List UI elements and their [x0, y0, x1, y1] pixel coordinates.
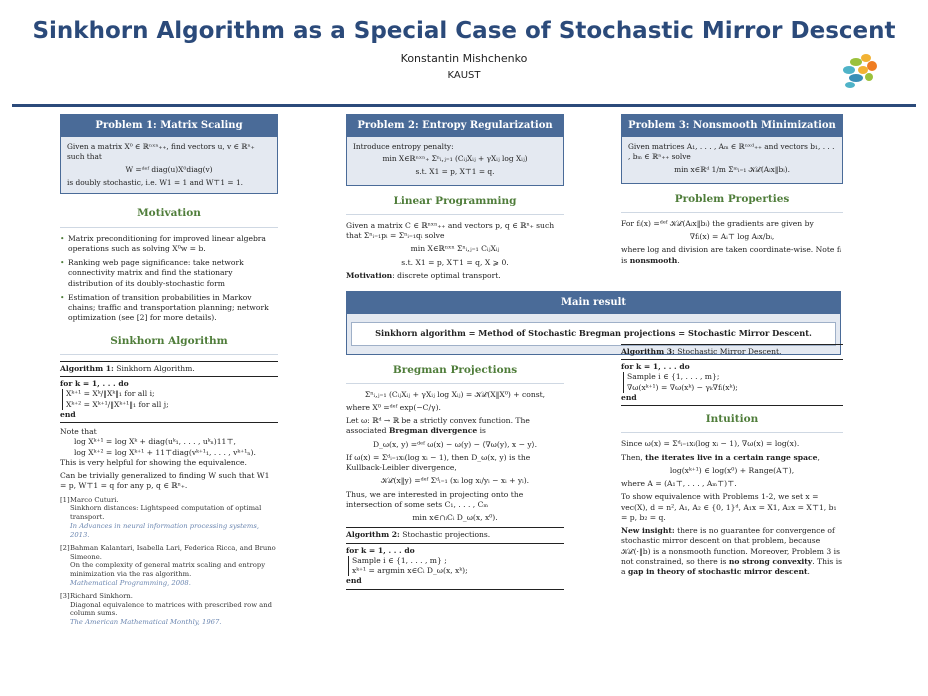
bregman-title: Bregman Projections	[392, 363, 518, 376]
main-result-title: Main result	[347, 292, 840, 314]
bregman-let-pre: Let ω: ℝᵈ → ℝ be a strictly convex function. The associated	[346, 416, 530, 436]
reference-item: [2] Bahman Kalantari, Isabella Lari, Federica Ricca, and Bruno Simeone. On the complexity of general matrix scaling and entropy minimization via the ras algorithm. Mathematical Programming, 2008.	[60, 543, 276, 587]
problem3-box	[621, 114, 843, 184]
problem3-title: Problem 3: Nonsmooth Minimization	[622, 115, 842, 137]
lp-motivation-label: Motivation	[346, 270, 393, 280]
list-item: • Matrix preconditioning for improved linear algebra operations such as solving X⁰w = b.	[60, 234, 278, 255]
problem1-title: Problem 1: Matrix Scaling	[61, 115, 277, 137]
list-item: • Ranking web page significance: take network connectivity matrix and find the stationary distribution of its doubly-stochastic form	[60, 258, 278, 289]
poster-header	[0, 0, 928, 104]
motivation-title: Motivation	[137, 207, 201, 220]
references	[60, 496, 278, 628]
algorithm1-step1: Xᵏ⁺¹ = Xᵏ/‖Xᵏ‖₁ for all i;	[66, 389, 155, 399]
properties-line2: where log and division are taken coordinate-wise. Note fᵢ is	[621, 245, 842, 265]
algorithm1-end: end	[60, 409, 76, 419]
problem1-line1: Given a matrix X⁰ ∈ ℝⁿˣⁿ₊₊, find vectors u, v ∈ ℝⁿ₊ such that	[67, 141, 255, 162]
problem1-line2: is doubly stochastic, i.e. W1 = 1 and W⊤1 = 1.	[67, 177, 244, 187]
poster-title: Sinkhorn Algorithm as a Special Case of Stochastic Mirror Descent	[32, 18, 896, 44]
motivation-list	[60, 234, 278, 324]
algorithm3-step2: ∇ω(xᵏ⁺¹) = ∇ω(xᵏ) − γₖ∇fᵢ(xᵏ);	[627, 382, 738, 392]
problem2-box	[346, 114, 564, 186]
sinkhorn-note: Note that	[60, 427, 97, 437]
sinkhorn-eq1: log Xᵏ⁺¹ = log Xᵏ + diag(uᵏ₁, . . . , uᵏₙ)11⊤,	[74, 437, 236, 447]
lp-title: Linear Programming	[393, 194, 517, 207]
intuition-p4: New insight: there is no guarantee for convergence of stochastic mirror descent on that problem, because 𝒦ℒ(·‖b) is a nonsmooth function. Moreover, Problem 3 is not constrained, so there is no strong convexity. This is a gap in theory of stochastic mirror descent.	[621, 526, 843, 577]
properties-eq: ∇fᵢ(x) = Aᵢ⊤ log Aᵢx/bᵢ,	[689, 232, 775, 242]
algorithm3-end: end	[621, 392, 637, 402]
algorithm3-step1: Sample i ∈ {1, . . . , m};	[627, 372, 720, 382]
problem1-box	[60, 114, 278, 194]
bregman-thus: Thus, we are interested in projecting onto the intersection of some sets C₁, . . . , Cₘ	[346, 489, 524, 509]
bregman-if: If ω(x) = Σᵈᵢ₌₁xᵢ(log xᵢ − 1), then D_ω(x, y) is the Kullback-Leibler divergence,	[346, 452, 531, 473]
algorithm2-name: Stochastic projections.	[402, 530, 491, 540]
bregman-eq4: min x∈∩ᵢCᵢ D_ω(x, x⁰).	[412, 513, 498, 523]
algorithm3	[621, 344, 843, 406]
lp-objective: min X∈ℝⁿˣⁿ Σⁿᵢ,ⱼ₌₁ CᵢⱼXᵢⱼ	[410, 244, 500, 254]
problem1-eq: W =ᵈᵉᶠ diag(u)X⁰diag(v)	[125, 164, 213, 174]
sinkhorn-help: This is very helpful for showing the equivalence.	[60, 457, 247, 467]
algorithm2-step2: xᵏ⁺¹ = argmin x∈Cᵢ D_ω(x, xᵏ);	[352, 566, 468, 576]
list-item: • Estimation of transition probabilities in Markov chains; traffic and transportation planning; network optimization (see [2] for more details).	[60, 293, 278, 324]
algorithm1	[60, 361, 278, 423]
sinkhorn-general: Can be trivially generalized to finding W such that W1 = p, W⊤1 = q for any p, q ∈ ℝⁿ₊.	[60, 471, 270, 491]
reference-item: [1] Marco Cuturi. Sinkhorn distances: Lightspeed computation of optimal transport. In Advances in neural information processing systems, 2013.	[60, 495, 262, 539]
algorithm3-for: for k = 1, . . . do	[621, 362, 690, 372]
column-right: Problem 3: Nonsmooth Minimization Given matrices A₁, . . . , Aₘ ∈ ℝⁿˣᵈ₊₊ and vectors b₁, . . . , bₘ ∈ ℝⁿ₊₊ solve min x∈ℝᵈ 1/m Σᵐᵢ₌₁ 𝒦ℒ(Aᵢx‖bᵢ). Problem Properties For fᵢ(x) =ᵈᵉᶠ 𝒦ℒ(Aᵢx‖bᵢ) the gradients are given by ∇fᵢ(x) = Aᵢ⊤ log Aᵢx/bᵢ, where log and division are taken coordinate-wise. Note fᵢ is nonsmooth. Algorithm 3: Stochastic Mirror Descent. for k = 1, . . . do Sample i ∈ {1, . . . , m}; ∇ω(xᵏ⁺¹) = ∇ω(xᵏ) − γₖ∇fᵢ(xᵏ); end Intuition Since ω(x) = Σᵈᵢ₌₁xᵢ(log xᵢ − 1), ∇ω(x) = log(x). Then, the iterates live in a certain range space, log(xᵏ⁺¹) ∈ log(x⁰) + Range(A⊤), where A = (A₁⊤, . . . , Aₘ⊤)⊤. To show equivalence with Problems 1-2, we set x = vec(X), d = n², A₁, A₂ ∈ {0, 1}ᵈ, A₁x = X1, A₂x = X⊤1, b₁ = p, b₂ = q. New insight: there is no guarantee for convergence of stochastic mirror descent on that problem, because 𝒦ℒ(·‖b) is a nonsmooth function. Moreover, Problem 3 is not constrained, so there is no strong convexity. This is a gap in theory of stochastic mirror descent.	[621, 114, 843, 580]
intuition-where: where A = (A₁⊤, . . . , Aₘ⊤)⊤.	[621, 479, 737, 489]
bregman-let-bold: Bregman divergence	[388, 426, 478, 436]
problem2-objective: min X∈ℝⁿˣⁿ₊ Σⁿᵢ,ⱼ₌₁ (CᵢⱼXᵢⱼ + γXᵢⱼ log Xᵢⱼ)	[382, 154, 528, 164]
bregman-where: where X⁰ =ᵈᵉᶠ exp(−C/γ).	[346, 402, 441, 412]
problem3-line1: Given matrices A₁, . . . , Aₘ ∈ ℝⁿˣᵈ₊₊ and vectors b₁, . . . , bₘ ∈ ℝⁿ₊₊ solve	[628, 141, 835, 162]
kaust-logo-icon	[836, 50, 880, 92]
column-left	[60, 114, 278, 631]
properties-nonsmooth: nonsmooth	[629, 255, 678, 265]
intuition-p3: To show equivalence with Problems 1-2, we set x = vec(X), d = n², A₁, A₂ ∈ {0, 1}ᵈ, A₁x = X1, A₂x = X⊤1, b₁ = p, b₂ = q.	[621, 492, 837, 522]
intuition-title: Intuition	[705, 413, 759, 426]
problem2-title: Problem 2: Entropy Regularization	[347, 115, 563, 137]
intuition-range-space: the iterates live in a certain range space	[645, 452, 818, 462]
problem3-eq: min x∈ℝᵈ 1/m Σᵐᵢ₌₁ 𝒦ℒ(Aᵢx‖bᵢ).	[674, 164, 790, 174]
properties-title: Problem Properties	[674, 192, 790, 205]
bregman-eq2: D_ω(x, y) =ᵈᵉᶠ ω(x) − ω(y) − ⟨∇ω(y), x − y⟩.	[372, 439, 538, 449]
algorithm2	[346, 527, 564, 589]
problem2-intro: Introduce entropy penalty:	[353, 141, 454, 151]
algorithm2-end: end	[346, 576, 362, 586]
intuition-p1: Since ω(x) = Σᵈᵢ₌₁xᵢ(log xᵢ − 1), ∇ω(x) = log(x).	[621, 439, 800, 449]
sinkhorn-eq2: log Xᵏ⁺² = log Xᵏ⁺¹ + 11⊤diag(vᵏ⁺¹₁, . . . , vᵏ⁺¹ₙ).	[74, 447, 256, 457]
algorithm2-step1: Sample i ∈ {1, . . . , m} ;	[352, 555, 447, 565]
properties-line1: For fᵢ(x) =ᵈᵉᶠ 𝒦ℒ(Aᵢx‖bᵢ) the gradients are given by	[621, 218, 814, 228]
algorithm1-for: for k = 1, . . . do	[60, 379, 129, 389]
algorithm1-label: Algorithm 1:	[60, 363, 114, 373]
sinkhorn-title: Sinkhorn Algorithm	[110, 334, 228, 347]
algorithm3-label: Algorithm 3:	[621, 346, 675, 356]
algorithm2-label: Algorithm 2:	[346, 530, 400, 540]
algorithm1-name: Sinkhorn Algorithm.	[116, 363, 195, 373]
bregman-let-post: is	[477, 426, 486, 436]
lp-intro: Given a matrix C ∈ ℝⁿˣⁿ₊₊ and vectors p, q ∈ ℝⁿ₊ such that Σⁿᵢ₌₁pᵢ = Σⁿᵢ₌₁qᵢ solve	[346, 220, 555, 241]
bregman-eq3: 𝒦ℒ(x‖y) =ᵈᵉᶠ Σᵈᵢ₌₁ (xᵢ log xᵢ/yᵢ − xᵢ + yᵢ).	[380, 476, 530, 486]
bregman-eq1: Σⁿᵢ,ⱼ₌₁ (CᵢⱼXᵢⱼ + γXᵢⱼ log Xᵢⱼ) = 𝒦ℒ(X‖X⁰) + const,	[364, 389, 546, 399]
intuition-eq: log(xᵏ⁺¹) ∈ log(x⁰) + Range(A⊤),	[669, 465, 795, 475]
lp-constraint: s.t. X1 = p, X⊤1 = q, X ⩾ 0.	[401, 257, 509, 267]
main-result-text: Sinkhorn algorithm = Method of Stochastic Bregman projections = Stochastic Mirror Descent.	[351, 322, 836, 346]
reference-item: [3] Richard Sinkhorn. Diagonal equivalence to matrices with prescribed row and column sums. The American Mathematical Monthly, 1967.	[60, 591, 272, 627]
algorithm2-for: for k = 1, . . . do	[346, 545, 415, 555]
header-divider	[12, 104, 916, 107]
algorithm1-step2: Xᵏ⁺² = Xᵏ⁺¹/‖Xᵏ⁺¹‖₁ for all j;	[66, 399, 169, 409]
algorithm3-name: Stochastic Mirror Descent.	[677, 346, 782, 356]
poster-affiliation: KAUST	[447, 70, 481, 81]
problem2-constraint: s.t. X1 = p, X⊤1 = q.	[415, 166, 495, 176]
poster-author: Konstantin Mishchenko	[400, 52, 528, 65]
lp-motivation-text: : discrete optimal transport.	[392, 270, 501, 280]
